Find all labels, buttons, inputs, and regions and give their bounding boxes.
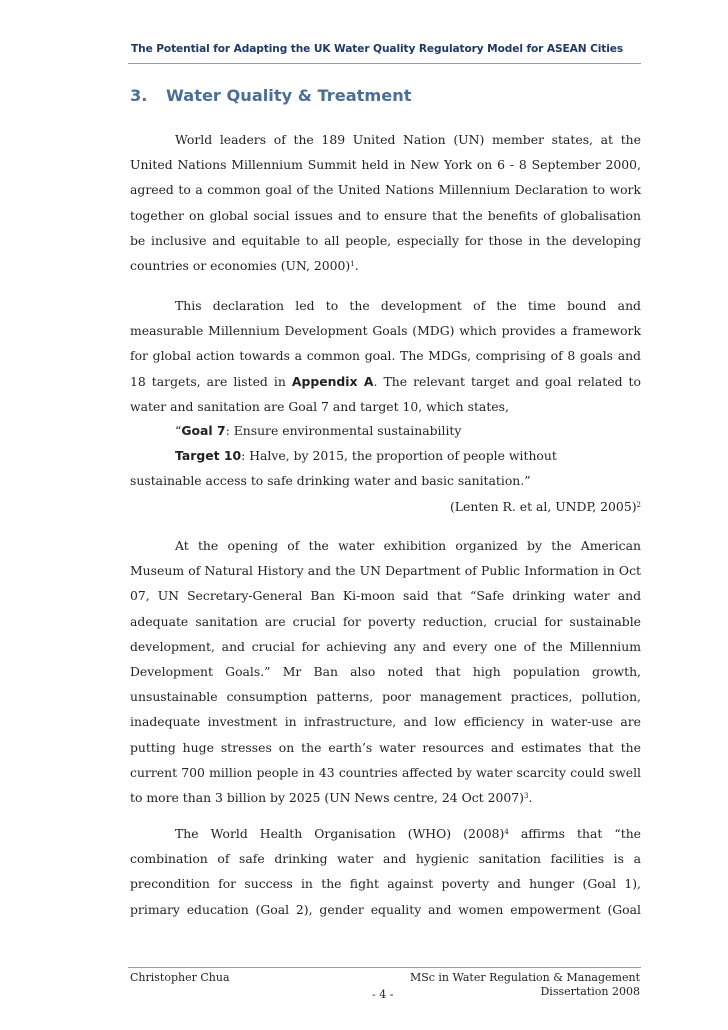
footnote-ref-3: 3 <box>523 792 529 801</box>
target-line-2: sustainable access to safe drinking water and basic sanitation.” <box>130 473 531 489</box>
paragraph-4-text-b: affirms that “the combination of safe drinking water and hygienic sanitation facilities is a precondition for success in the fight against poverty and hunger (Goal 1), primary education (Goal 2), gender equality and women empowerment (Goal <box>130 826 642 917</box>
goal-text: : Ensure environmental sustainability <box>225 423 462 438</box>
header-divider <box>128 63 641 64</box>
paragraph-1-text: World leaders of the 189 United Nation (UN) member states, at the United Nations Millennium Summit held in New York on 6 - 8 September 2000, agreed to a common goal of the United Nations Millennium Declaration to work together on global social issues and to ensure that the benefits of globalisation be inclusive and equitable to all people, especially for those in the developing countries or economies (UN, 2000) <box>130 132 641 274</box>
quote-citation <box>130 494 641 519</box>
goal-line <box>130 418 641 443</box>
paragraph-1 <box>130 127 641 278</box>
citation-text: (Lenten R. et al, UNDP, 2005) <box>449 498 637 514</box>
target-label: Target 10 <box>175 448 242 464</box>
section-heading <box>130 86 412 105</box>
target-text-1: : Halve, by 2015, the proportion of people without <box>241 448 557 464</box>
appendix-reference: Appendix A <box>291 373 374 389</box>
footnote-ref-1: 1 <box>350 260 355 269</box>
goal-label: Goal 7 <box>181 423 226 438</box>
footer-divider <box>128 967 641 968</box>
paragraph-4-text-a: The World Health Organisation (WHO) (2008) <box>175 826 505 841</box>
section-title: Water Quality & Treatment <box>166 86 412 105</box>
paragraph-3 <box>130 533 641 810</box>
goal-quote <box>130 418 641 519</box>
footer-course: MSc in Water Regulation & Management <box>409 971 640 984</box>
footnote-ref-4: 4 <box>504 828 509 836</box>
paragraph-3-end: . <box>528 790 533 806</box>
paragraph-4 <box>130 821 641 922</box>
footnote-ref-2: 2 <box>636 500 641 509</box>
paragraph-1-end: . <box>354 258 359 274</box>
paragraph-2-text-b: . The relevant target and goal related to water and sanitation are Goal 7 and target 10, which states, <box>130 373 641 414</box>
footer-doc: Dissertation 2008 <box>540 985 640 998</box>
paragraph-2 <box>130 293 641 419</box>
running-header: The Potential for Adapting the UK Water Quality Regulatory Model for ASEAN Cities <box>131 43 624 55</box>
page-number: - 4 - <box>372 988 394 1001</box>
paragraph-2-text-a: This declaration led to the development of the time bound and measurable Millennium Development Goals (MDG) which provides a framework for global action towards a common goal. The MDGs, comprising of 8 goals and 18 targets, are listed in <box>130 298 641 389</box>
section-number: 3. <box>130 86 148 105</box>
footer-author: Christopher Chua <box>130 971 230 984</box>
quote-open: “ <box>175 423 182 438</box>
target-line <box>130 443 641 468</box>
paragraph-3-text: At the opening of the water exhibition organized by the American Museum of Natural History and the UN Department of Public Information in Oct 07, UN Secretary-General Ban Ki-moon said that “Safe drinking water and adequate sanitation are crucial for poverty reduction, crucial for sustainable development, and crucial for achieving any and every one of the Millennium Development Goals.” Mr Ban also noted that high population growth, unsustainable consumption patterns, poor management practices, pollution, inadequate investment in infrastructure, and low efficiency in water-use are putting huge stresses on the earth’s water resources and estimates that the current 700 million people in 43 countries affected by water scarcity could swell to more than 3 billion by 2025 (UN News centre, 24 Oct 2007) <box>130 538 641 806</box>
